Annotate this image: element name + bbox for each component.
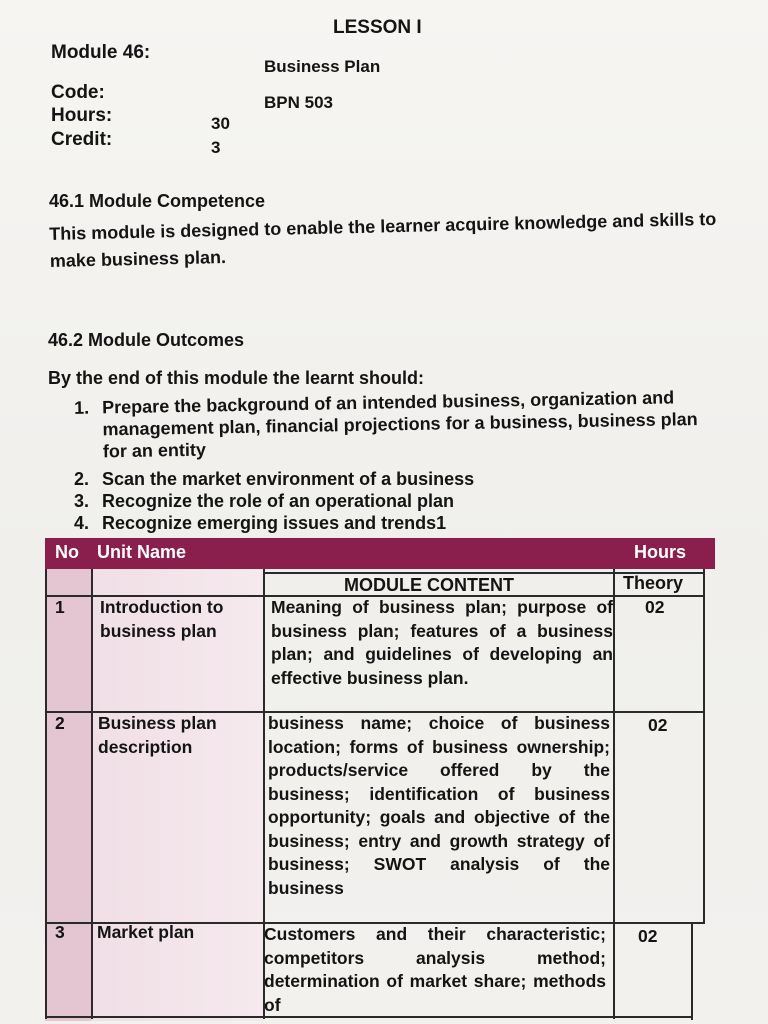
table-row-content: Meaning of business plan; purpose of business plan; features of a business plan; and guidelines of developing an effective business plan.: [271, 597, 613, 688]
code-value: BPN 503: [264, 93, 333, 112]
list-item: 1. Prepare the background of an intended business, organization and management plan, financial projections for a business, business plan for an entity: [74, 387, 698, 462]
divider: [613, 569, 615, 1019]
code-label: Code:: [51, 82, 105, 103]
table-row-theory: 02: [645, 597, 665, 617]
list-item: 4. Recognize emerging issues and trends1: [74, 513, 447, 533]
table-row-no: 3: [55, 922, 65, 942]
divider: [691, 924, 693, 1020]
divider: [263, 572, 703, 574]
column-header-hours: Hours: [634, 542, 687, 562]
list-item: 2. Scan the market environment of a business: [74, 469, 475, 489]
list-item: 3. Recognize the role of an operational plan: [74, 491, 455, 511]
module-content-table: [45, 538, 715, 1018]
competence-heading: 46.1 Module Competence: [49, 191, 266, 211]
lesson-title: LESSON I: [333, 17, 422, 38]
outcome-text: Recognize the role of an operational plan: [102, 491, 455, 511]
table-row-unit: Market plan: [97, 922, 195, 942]
credit-label: Credit:: [51, 129, 113, 150]
competence-text: This module is designed to enable the learner acquire knowledge and skills to make business plan.: [49, 208, 717, 271]
divider: [45, 569, 47, 1019]
outcomes-heading: 46.2 Module Outcomes: [48, 330, 245, 350]
no-column-shade: [45, 569, 91, 1021]
outcomes-intro: By the end of this module the learnt should:: [48, 368, 425, 388]
outcome-text: Prepare the background of an intended business, organization and management plan, financial projections for a business, business plan for an entity: [102, 387, 698, 462]
table-row-content: business name; choice of business location; forms of business ownership; products/service offered by the business; identification of business opportunity; goals and objective of the business; entry and growth strategy of business; SWOT analysis of the business: [268, 713, 610, 898]
table-row-unit: Business plan description: [98, 713, 217, 757]
divider: [703, 569, 705, 924]
table-row-theory: 02: [638, 926, 658, 946]
module-label: Module 46:: [51, 42, 151, 63]
table-row-theory: 02: [648, 715, 668, 735]
outcome-text: Recognize emerging issues and trends1: [102, 513, 447, 533]
table-row-content: Customers and their characteristic; competitors analysis method; determination of market share; methods of: [264, 924, 606, 1015]
table-header-bar: [45, 538, 715, 569]
module-content-header: MODULE CONTENT: [344, 575, 514, 595]
column-header-unit: Unit Name: [97, 542, 187, 562]
table-row-no: 1: [55, 597, 65, 617]
table-row-unit: Introduction to business plan: [100, 597, 224, 641]
outcome-text: Scan the market environment of a business: [102, 469, 475, 489]
credit-value: 3: [211, 138, 221, 157]
module-value: Business Plan: [264, 57, 381, 76]
hours-label: Hours:: [51, 105, 113, 126]
hours-value: 30: [211, 114, 230, 133]
outcomes-list: [68, 387, 698, 534]
table-row-no: 2: [55, 713, 65, 733]
divider: [91, 569, 93, 1019]
column-header-no: No: [55, 542, 79, 562]
theory-header: Theory: [623, 573, 684, 593]
